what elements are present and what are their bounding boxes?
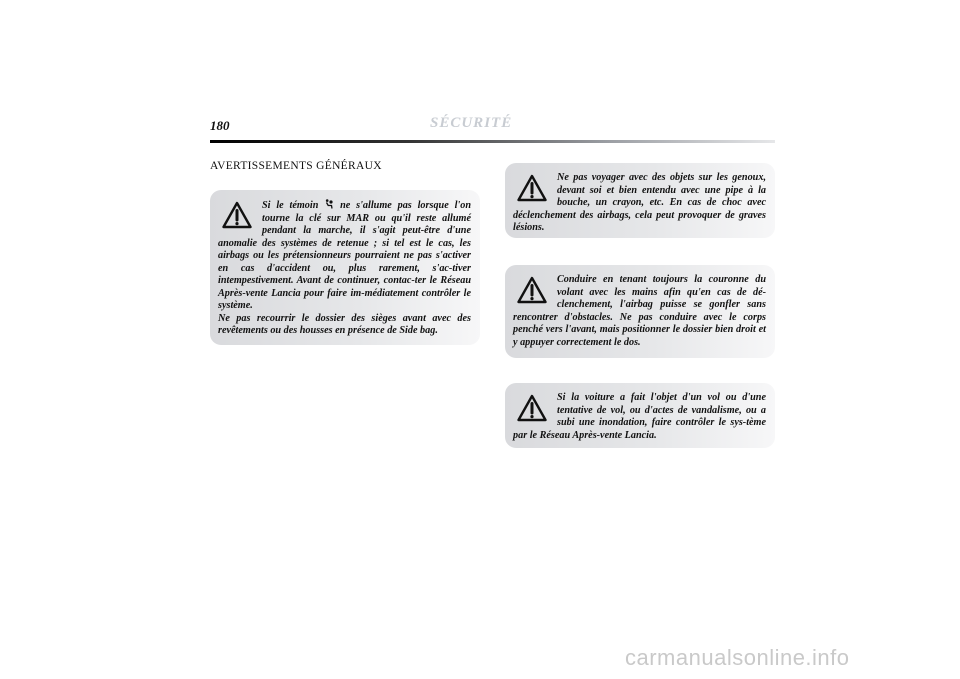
warning-triangle-icon: [517, 276, 547, 304]
warning-text: Si la voiture a fait l'objet d'un vol ou d'une tentative de vol, ou d'actes de vandalisme, ou a subi une inondation, faire contrôler le sys-tème par le Réseau Après-vente Lancia.: [513, 392, 766, 441]
warning-text-part: Si le témoin: [262, 200, 325, 211]
warning-text-part: ne s'allume pas lorsque l'on tourne la clé sur MAR ou qu'il reste allumé pendant la marche, il s'agit peut-être d'une anomalie des systèmes de retenue ; si tel est le cas, les airbags ou les prétensionneurs pourraient ne pas s'activer en cas d'accident ou, plus rarement, s'ac-tiver intempestivement. Avant de continuer, contac-ter le Réseau Après-vente Lancia pour faire im-médiatement contrôler le système.: [218, 200, 471, 311]
header-rule: [210, 140, 775, 143]
section-heading: AVERTISSEMENTS GÉNÉRAUX: [210, 160, 382, 172]
warning-triangle-icon: [517, 174, 547, 202]
warning-box-objects: [505, 163, 775, 238]
warning-text: Conduire en tenant toujours la couronne du volant avec les mains afin qu'en cas de dé-clenchement, l'airbag puisse se gonfler sans rencontrer d'obstacles. Ne pas conduire avec le corps penché vers l'avant, mais positionner le dossier bien droit et y appuyer correctement le dos.: [513, 274, 766, 348]
warning-text-part: Ne pas recourrir le dossier des sièges avant avec des revêtements ou des housses en présence de Side bag.: [218, 312, 471, 336]
warning-box-steering: [505, 265, 775, 358]
warning-triangle-icon: [222, 201, 252, 229]
warning-text: Ne pas voyager avec des objets sur les genoux, devant soi et bien entendu avec une pipe à la bouche, un crayon, etc. En cas de choc avec déclenchement des airbags, cela peut provoquer de graves lésions.: [513, 172, 766, 233]
warning-box-airbag-light: [210, 190, 480, 345]
warning-box-theft: [505, 383, 775, 448]
airbag-warning-light-icon: [325, 199, 333, 209]
warning-text: [218, 199, 471, 338]
section-title: SÉCURITÉ: [430, 115, 513, 131]
watermark: carmanualsonline.info: [625, 645, 850, 670]
warning-triangle-icon: [517, 394, 547, 422]
page-number: 180: [210, 118, 230, 133]
